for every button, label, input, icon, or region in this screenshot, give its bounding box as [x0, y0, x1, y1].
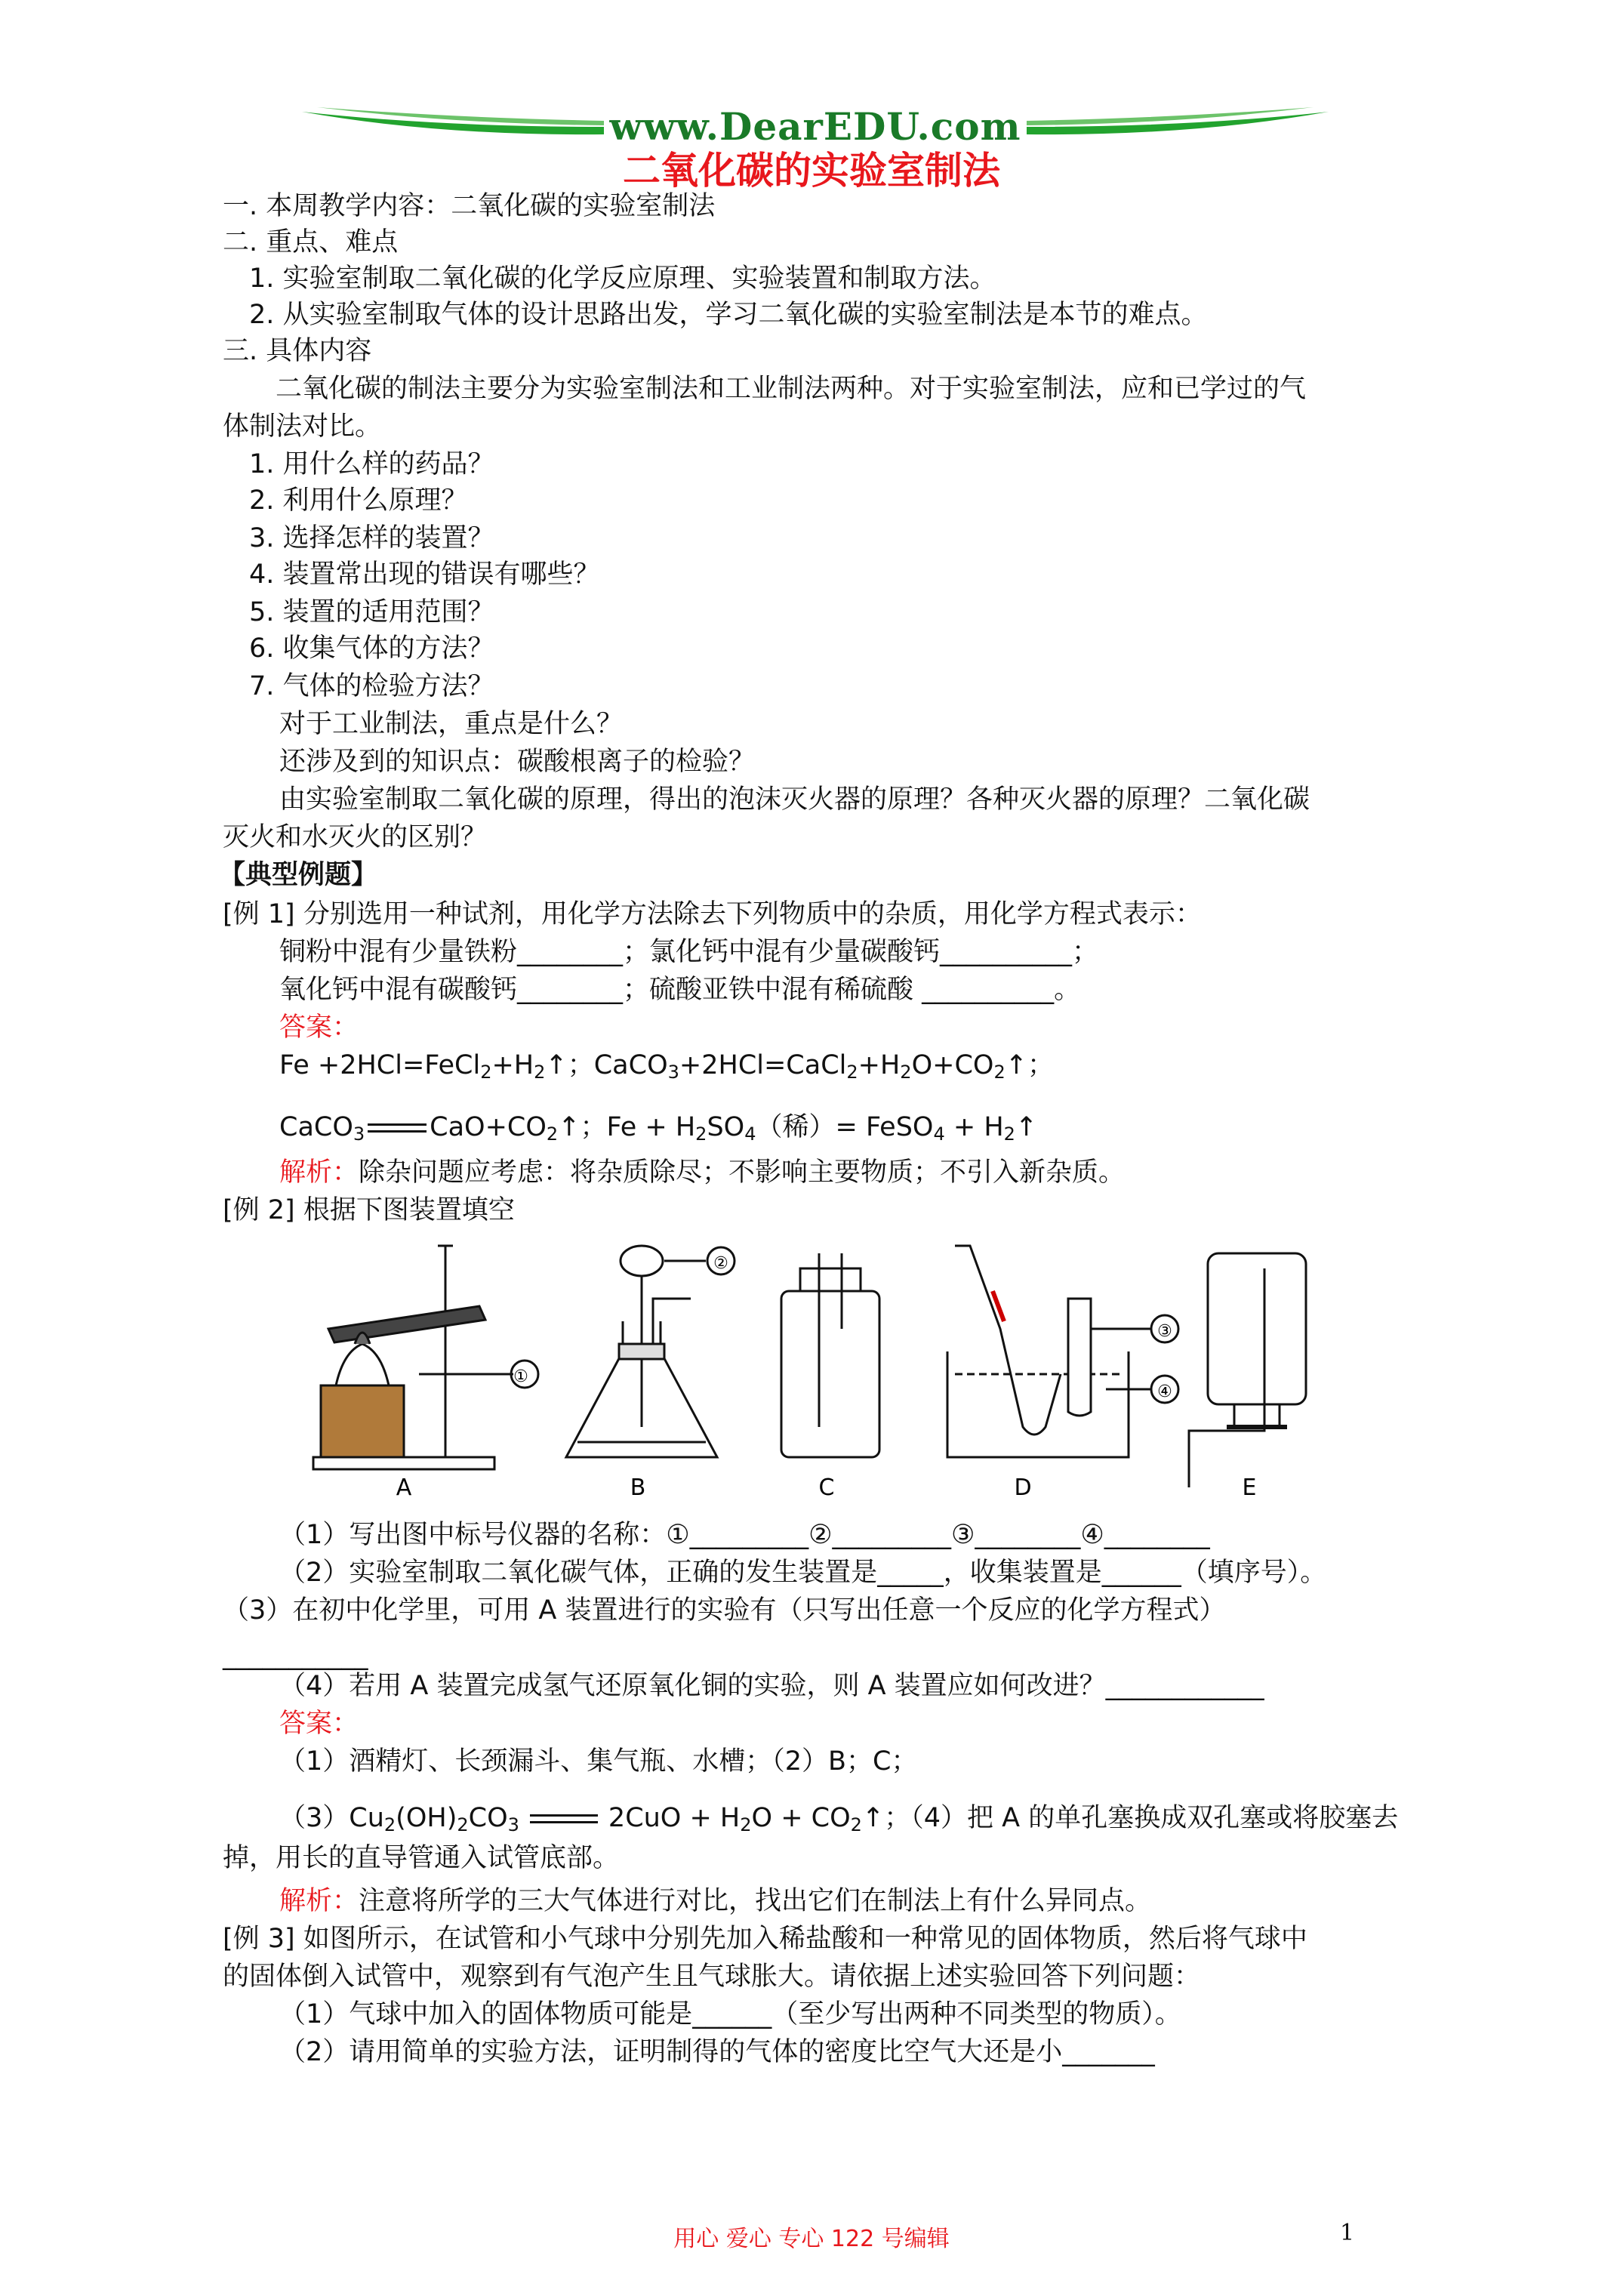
list-item: 4. 装置常出现的错误有哪些？ — [249, 559, 600, 590]
analysis-line: 解析：注意将所学的三大气体进行对比，找出它们在制法上有什么异同点。 — [279, 1886, 1152, 1916]
text-line: 一. 本周教学内容：二氧化碳的实验室制法 — [223, 191, 716, 221]
list-item: 6. 收集气体的方法？ — [249, 633, 494, 664]
figure-label-a: A — [396, 1475, 412, 1501]
page-title: 二氧化碳的实验室制法 — [623, 149, 1000, 193]
question-line: （4）若用 A 装置完成氢气还原氧化铜的实验，则 A 装置应如何改进？____________ — [279, 1671, 1264, 1701]
text-line: 灭火和水灭火的区别？ — [223, 822, 488, 852]
svg-text:①: ① — [513, 1367, 528, 1386]
text-line: 二. 重点、难点 — [223, 227, 399, 257]
equation-line: CaCO$_3$ $CaO+CO_2↑$；$Fe + H_2SO_4$（稀）= FeSO$_4$ + $H_2↑$ — [279, 1112, 1038, 1145]
svg-text:④: ④ — [1157, 1382, 1172, 1401]
page-footer: 用心 爱心 专心 122 号编辑 — [673, 2226, 950, 2252]
list-item: 1. 用什么样的药品？ — [249, 449, 494, 479]
question-line: （1）气球中加入的固体物质可能是______（至少写出两种不同类型的物质）。 — [279, 1999, 1181, 2029]
figure-label-e: E — [1242, 1475, 1257, 1501]
logo-text: www.DearEDU.com — [609, 104, 1021, 149]
text-line: 三. 具体内容 — [223, 336, 372, 366]
example-heading: [例 2] 根据下图装置填空 — [223, 1195, 515, 1225]
svg-text:③: ③ — [1157, 1322, 1172, 1341]
apparatus-figure — [298, 1238, 1325, 1510]
example-heading: [例 1] 分别选用一种试剂，用化学方法除去下列物质中的杂质，用化学方程式表示： — [223, 899, 1202, 929]
question-line: （2）请用简单的实验方法，证明制得的气体的密度比空气大还是小_______ — [279, 2037, 1155, 2067]
analysis-line: 解析：除杂问题应考虑：将杂质除尽；不影响主要物质；不引入新杂质。 — [279, 1157, 1126, 1188]
equation-line: $Fe +2HCl=FeCl_2+H_2↑$；$CaCO_3+2HCl=CaCl_2+H_2O+CO_2↑$； — [279, 1050, 1055, 1083]
question-line: （1）写出图中标号仪器的名称：①_________②_________③________④________ — [279, 1520, 1210, 1550]
figure-label-b: B — [630, 1475, 646, 1501]
list-item: 7. 气体的检验方法？ — [249, 671, 494, 701]
question-line: （3）在初中化学里，可用 A 装置进行的实验有（只写出任意一个反应的化学方程式） — [223, 1595, 1226, 1626]
figure-label-d: D — [1014, 1475, 1032, 1501]
section-heading: 【典型例题】 — [219, 860, 378, 890]
text-line: 对于工业制法，重点是什么？ — [279, 709, 624, 739]
answer-line: （1）酒精灯、长颈漏斗、集气瓶、水槽；（2）B；C； — [279, 1746, 918, 1777]
text-line: 氧化钙中混有碳酸钙________；硫酸亚铁中混有稀硫酸 __________。 — [279, 975, 1081, 1005]
answer-line: 掉，用长的直导管通入试管底部。 — [223, 1843, 620, 1873]
answer-blank: ___________ — [223, 1641, 368, 1671]
figure-label-c: C — [818, 1475, 835, 1501]
text-line: 还涉及到的知识点：碳酸根离子的检验？ — [279, 747, 756, 777]
answer-label: 答案： — [279, 1012, 359, 1043]
text-line: 1. 实验室制取二氧化碳的化学反应原理、实验装置和制取方法。 — [249, 264, 996, 294]
text-line: 的固体倒入试管中，观察到有气泡产生且气球胀大。请依据上述实验回答下列问题： — [223, 1962, 1201, 1992]
text-line: 二氧化碳的制法主要分为实验室制法和工业制法两种。对于实验室制法，应和已学过的气 — [276, 374, 1307, 404]
list-item: 5. 装置的适用范围？ — [249, 597, 494, 627]
list-item: 2. 利用什么原理？ — [249, 485, 468, 516]
question-line: （2）实验室制取二氧化碳气体，正确的发生装置是_____，收集装置是______（填序号）。 — [279, 1558, 1327, 1588]
text-line: 2. 从实验室制取气体的设计思路出发，学习二氧化碳的实验室制法是本节的难点。 — [249, 300, 1208, 330]
text-line: 由实验室制取二氧化碳的原理，得出的泡沫灭火器的原理？各种灭火器的原理？二氧化碳 — [279, 784, 1310, 815]
page-number: 1 — [1340, 2220, 1355, 2246]
example-heading: [例 3] 如图所示，在试管和小气球中分别先加入稀盐酸和一种常见的固体物质，然后将气球中 — [223, 1924, 1307, 1954]
svg-text:②: ② — [713, 1254, 728, 1273]
answer-label: 答案： — [279, 1709, 359, 1739]
text-line: 铜粉中混有少量铁粉________；氯化钙中混有少量碳酸钙__________； — [279, 937, 1099, 967]
text-line: 体制法对比。 — [223, 411, 382, 442]
list-item: 3. 选择怎样的装置？ — [249, 523, 494, 553]
equation-line: $(3)Cu_2(OH)_2CO_3$ $2CuO + H_2O$ + $CO_2↑$；（4）把 A 的单孔塞换成双孔塞或将胶塞去 — [279, 1803, 1399, 1835]
